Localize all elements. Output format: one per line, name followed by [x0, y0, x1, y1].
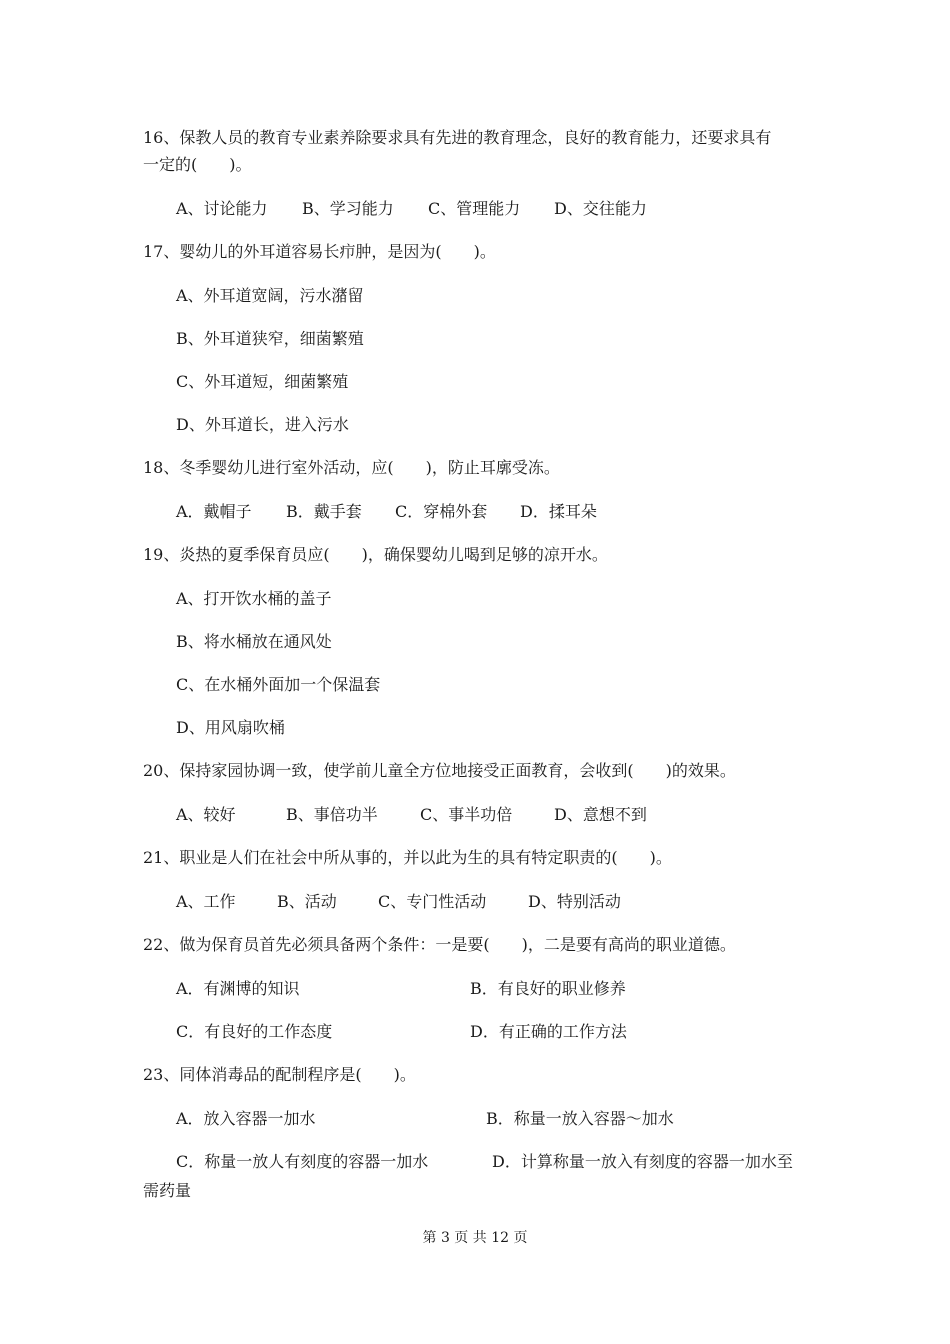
question-21-option-a: A、工作	[176, 892, 236, 911]
question-17-option-d: D、外耳道长，进入污水	[176, 415, 349, 434]
question-22-option-c: C．有良好的工作态度	[176, 1022, 333, 1041]
question-23-stem: 23、同体消毒品的配制程序是( )。	[143, 1065, 416, 1084]
question-22-stem: 22、做为保育员首先必须具备两个条件：一是要( )，二是要有高尚的职业道德。	[143, 935, 736, 954]
question-17-stem: 17、婴幼儿的外耳道容易长疖肿，是因为( )。	[143, 242, 496, 261]
question-17-option-b: B、外耳道狭窄，细菌繁殖	[176, 329, 364, 348]
question-19-option-d: D、用风扇吹桶	[176, 718, 285, 737]
question-19-option-b: B、将水桶放在通风处	[176, 632, 332, 651]
question-21-option-b: B、活动	[277, 892, 337, 911]
question-22-option-a: A．有渊博的知识	[176, 979, 300, 998]
question-16-stem-line-2: 一定的( )。	[143, 155, 252, 174]
question-21-stem: 21、职业是人们在社会中所从事的，并以此为生的具有特定职责的( )。	[143, 848, 672, 867]
page-footer: 第 3 页 共 12 页	[422, 1230, 528, 1246]
question-23-option-d-continuation: 需药量	[143, 1181, 192, 1200]
question-18-option-d: D．揉耳朵	[520, 502, 597, 521]
question-22-option-b: B．有良好的职业修养	[470, 979, 626, 998]
question-16-option-d: D、交往能力	[554, 199, 647, 218]
question-16-option-b: B、学习能力	[302, 199, 394, 218]
question-22-options-row-1	[0, 978, 950, 1000]
question-21-option-d: D、特别活动	[528, 892, 621, 911]
question-18-option-b: B．戴手套	[286, 502, 362, 521]
question-23-option-b: B．称量一放入容器～加水	[486, 1109, 674, 1128]
question-20-stem: 20、保持家园协调一致，使学前儿童全方位地接受正面教育，会收到( )的效果。	[143, 761, 736, 780]
question-23-options-row-2	[0, 1151, 950, 1173]
question-16-stem-line-1: 16、保教人员的教育专业素养除要求具有先进的教育理念，良好的教育能力，还要求具有	[143, 128, 772, 147]
question-19-option-c: C、在水桶外面加一个保温套	[176, 675, 381, 694]
question-21-option-c: C、专门性活动	[378, 892, 487, 911]
question-16-option-a: A、讨论能力	[176, 199, 268, 218]
question-23-option-a: A．放入容器一加水	[176, 1109, 316, 1128]
question-22-options-row-2	[0, 1021, 950, 1043]
question-20-options	[0, 804, 950, 826]
question-23-option-c: C．称量一放人有刻度的容器一加水	[176, 1152, 429, 1171]
question-22-option-d: D．有正确的工作方法	[470, 1022, 627, 1041]
question-19-stem: 19、炎热的夏季保育员应( )，确保婴幼儿喝到足够的凉开水。	[143, 545, 608, 564]
question-16-option-c: C、管理能力	[428, 199, 521, 218]
question-20-option-d: D、意想不到	[554, 805, 647, 824]
question-18-stem: 18、冬季婴幼儿进行室外活动，应( )，防止耳廓受冻。	[143, 458, 560, 477]
question-23-options-row-1	[0, 1108, 950, 1130]
question-21-options	[0, 891, 950, 913]
question-18-options	[0, 501, 950, 523]
question-17-option-c: C、外耳道短，细菌繁殖	[176, 372, 349, 391]
question-17-option-a: A、外耳道宽阔，污水潴留	[176, 286, 364, 305]
question-20-option-a: A、较好	[176, 805, 236, 824]
question-18-option-a: A．戴帽子	[176, 502, 252, 521]
question-20-option-c: C、事半功倍	[420, 805, 513, 824]
question-23-option-d: D．计算称量一放入有刻度的容器一加水至	[492, 1152, 793, 1171]
question-16-options	[0, 198, 950, 220]
question-19-option-a: A、打开饮水桶的盖子	[176, 589, 332, 608]
question-20-option-b: B、事倍功半	[286, 805, 378, 824]
question-18-option-c: C．穿棉外套	[395, 502, 488, 521]
